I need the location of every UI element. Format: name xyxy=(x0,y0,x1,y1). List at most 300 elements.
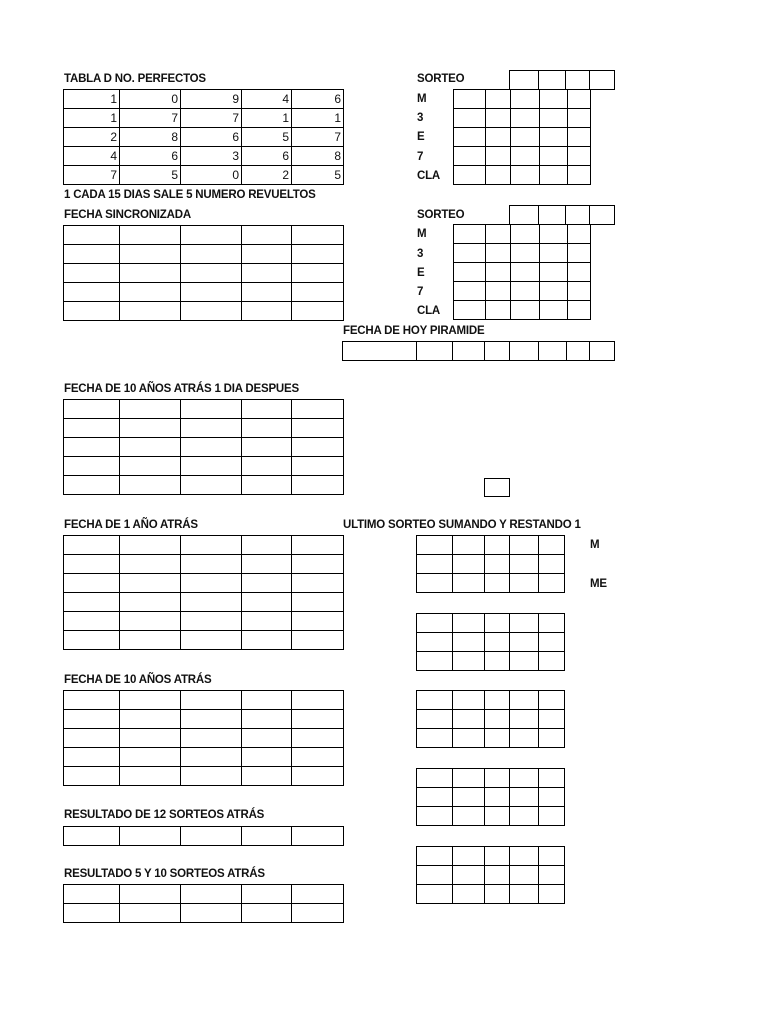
table-row xyxy=(417,866,565,885)
empty-grid-table xyxy=(509,70,615,90)
empty-cell xyxy=(540,147,568,166)
empty-cell xyxy=(64,574,120,593)
empty-cell xyxy=(292,283,344,302)
table-row xyxy=(64,729,344,748)
empty-grid-table xyxy=(63,690,344,786)
table-cell: 1 xyxy=(242,109,292,128)
empty-cell xyxy=(453,614,485,633)
sorteo1-row-label: M xyxy=(417,93,427,105)
table-row xyxy=(64,128,344,147)
empty-cell xyxy=(485,729,510,748)
empty-cell xyxy=(181,226,242,245)
empty-cell xyxy=(486,166,511,185)
table-cell: 6 xyxy=(292,90,344,109)
empty-cell xyxy=(454,282,486,301)
empty-cell xyxy=(64,283,120,302)
empty-cell xyxy=(64,476,120,495)
empty-cell xyxy=(540,128,568,147)
empty-cell xyxy=(485,866,510,885)
empty-cell xyxy=(292,457,344,476)
empty-cell xyxy=(120,536,181,555)
empty-cell xyxy=(120,457,181,476)
table-row xyxy=(64,767,344,786)
empty-cell xyxy=(417,807,453,826)
table-row xyxy=(64,226,344,245)
empty-cell xyxy=(485,691,510,710)
empty-cell xyxy=(181,574,242,593)
empty-cell xyxy=(485,536,510,555)
empty-cell xyxy=(453,847,485,866)
table-cell: 6 xyxy=(120,147,181,166)
empty-cell xyxy=(181,245,242,264)
table-row xyxy=(64,691,344,710)
empty-cell xyxy=(292,631,344,650)
empty-cell xyxy=(510,710,539,729)
table-row xyxy=(64,612,344,631)
empty-cell xyxy=(120,438,181,457)
table-row xyxy=(454,166,591,185)
empty-cell xyxy=(590,206,615,225)
empty-cell xyxy=(292,710,344,729)
empty-cell xyxy=(453,633,485,652)
empty-cell xyxy=(181,827,242,846)
empty-cell xyxy=(242,264,292,283)
table-row xyxy=(64,147,344,166)
empty-cell xyxy=(566,206,590,225)
empty-cell xyxy=(454,244,486,263)
empty-cell xyxy=(120,245,181,264)
empty-cell xyxy=(64,264,120,283)
table-row xyxy=(454,244,591,263)
empty-cell xyxy=(511,109,540,128)
empty-cell xyxy=(64,555,120,574)
empty-cell xyxy=(511,282,540,301)
empty-cell xyxy=(539,71,566,90)
perfectos-table xyxy=(63,89,344,185)
sorteo-label-2: SORTEO xyxy=(417,209,465,221)
table-row xyxy=(417,885,565,904)
table-row xyxy=(64,302,344,321)
empty-cell xyxy=(417,614,453,633)
table-row xyxy=(64,457,344,476)
table-cell: 5 xyxy=(292,166,344,185)
empty-cell xyxy=(454,109,486,128)
empty-cell xyxy=(181,400,242,419)
empty-cell xyxy=(511,147,540,166)
empty-cell xyxy=(485,574,510,593)
empty-cell xyxy=(242,226,292,245)
empty-cell xyxy=(292,419,344,438)
empty-cell xyxy=(242,400,292,419)
empty-cell xyxy=(64,710,120,729)
empty-cell xyxy=(417,652,453,671)
empty-cell xyxy=(539,866,565,885)
sorteo-label-1: SORTEO xyxy=(417,73,465,85)
empty-cell xyxy=(292,904,344,923)
empty-cell xyxy=(485,652,510,671)
empty-cell xyxy=(453,652,485,671)
table-row xyxy=(417,729,565,748)
empty-cell xyxy=(64,691,120,710)
empty-cell xyxy=(453,691,485,710)
resultado-5-10-label: RESULTADO 5 Y 10 SORTEOS ATRÁS xyxy=(64,868,265,880)
sorteo1-row-label: 7 xyxy=(417,151,424,163)
table-row xyxy=(417,555,565,574)
empty-cell xyxy=(242,438,292,457)
table-row xyxy=(417,847,565,866)
empty-cell xyxy=(510,614,539,633)
empty-cell xyxy=(292,536,344,555)
empty-cell xyxy=(64,536,120,555)
table-row xyxy=(64,438,344,457)
empty-cell xyxy=(453,769,485,788)
empty-cell xyxy=(242,302,292,321)
empty-cell xyxy=(511,128,540,147)
empty-grid-table xyxy=(63,399,344,495)
table-cell: 7 xyxy=(181,109,242,128)
empty-cell xyxy=(568,166,591,185)
empty-cell xyxy=(454,90,486,109)
empty-cell xyxy=(453,555,485,574)
empty-cell xyxy=(120,419,181,438)
empty-cell xyxy=(486,225,511,244)
table-row xyxy=(64,748,344,767)
empty-cell xyxy=(453,574,485,593)
empty-cell xyxy=(510,729,539,748)
empty-cell xyxy=(64,419,120,438)
empty-cell xyxy=(242,691,292,710)
fecha-10-anos-label: FECHA DE 10 AÑOS ATRÁS xyxy=(64,674,212,686)
empty-cell xyxy=(511,166,540,185)
empty-cell xyxy=(511,263,540,282)
table-cell: 7 xyxy=(120,109,181,128)
table-row xyxy=(64,710,344,729)
empty-cell xyxy=(568,109,591,128)
empty-cell xyxy=(454,166,486,185)
empty-cell xyxy=(120,767,181,786)
empty-cell xyxy=(292,302,344,321)
empty-cell xyxy=(454,301,486,320)
table-cell: 0 xyxy=(120,90,181,109)
empty-grid-table xyxy=(342,341,615,361)
empty-grid-table xyxy=(509,205,615,225)
empty-cell xyxy=(539,206,566,225)
empty-cell xyxy=(453,866,485,885)
empty-cell xyxy=(510,807,539,826)
empty-grid-table xyxy=(453,89,591,185)
empty-cell xyxy=(242,748,292,767)
empty-cell xyxy=(485,847,510,866)
table-row xyxy=(417,574,565,593)
empty-cell xyxy=(539,536,565,555)
empty-cell xyxy=(64,245,120,264)
empty-cell xyxy=(510,866,539,885)
empty-cell xyxy=(454,225,486,244)
table-row xyxy=(417,614,565,633)
empty-cell xyxy=(64,904,120,923)
table-row xyxy=(64,419,344,438)
empty-cell xyxy=(343,342,417,361)
empty-cell xyxy=(120,555,181,574)
empty-cell xyxy=(485,885,510,904)
table-cell: 5 xyxy=(120,166,181,185)
empty-cell xyxy=(417,555,453,574)
empty-cell xyxy=(486,128,511,147)
empty-cell xyxy=(292,767,344,786)
empty-grid-table xyxy=(453,224,591,320)
empty-cell xyxy=(181,419,242,438)
empty-cell xyxy=(539,574,565,593)
table-row xyxy=(64,283,344,302)
empty-cell xyxy=(242,885,292,904)
empty-cell xyxy=(486,147,511,166)
empty-cell xyxy=(292,612,344,631)
empty-cell xyxy=(486,109,511,128)
empty-cell xyxy=(64,438,120,457)
table-row xyxy=(64,400,344,419)
table-row xyxy=(454,128,591,147)
empty-cell xyxy=(540,263,568,282)
empty-cell xyxy=(292,438,344,457)
empty-cell xyxy=(242,536,292,555)
table-row xyxy=(454,263,591,282)
empty-cell xyxy=(568,90,591,109)
empty-cell xyxy=(485,614,510,633)
empty-cell xyxy=(181,729,242,748)
empty-grid-table xyxy=(416,613,565,671)
empty-cell xyxy=(590,342,615,361)
empty-cell xyxy=(510,206,539,225)
empty-cell xyxy=(568,225,591,244)
perfectos-title: TABLA D NO. PERFECTOS xyxy=(64,73,206,85)
empty-cell xyxy=(292,885,344,904)
empty-cell xyxy=(417,710,453,729)
empty-cell xyxy=(417,866,453,885)
fecha-sincronizada-label: FECHA SINCRONIZADA xyxy=(64,209,191,221)
empty-cell xyxy=(539,807,565,826)
empty-cell xyxy=(539,769,565,788)
empty-cell xyxy=(540,109,568,128)
empty-cell xyxy=(181,264,242,283)
table-cell: 1 xyxy=(64,109,120,128)
empty-cell xyxy=(242,476,292,495)
empty-cell xyxy=(292,691,344,710)
table-row xyxy=(64,885,344,904)
empty-cell xyxy=(417,342,453,361)
empty-cell xyxy=(242,904,292,923)
table-row xyxy=(417,769,565,788)
empty-cell xyxy=(242,827,292,846)
empty-cell xyxy=(454,147,486,166)
empty-cell xyxy=(120,710,181,729)
empty-cell xyxy=(566,71,590,90)
empty-cell xyxy=(567,342,590,361)
table-cell: 4 xyxy=(242,90,292,109)
me-side-label: ME xyxy=(590,578,607,590)
table-row xyxy=(417,710,565,729)
empty-cell xyxy=(485,710,510,729)
table-row xyxy=(64,574,344,593)
empty-cell xyxy=(540,166,568,185)
empty-cell xyxy=(453,885,485,904)
empty-cell xyxy=(120,885,181,904)
empty-cell xyxy=(590,71,615,90)
empty-cell xyxy=(181,748,242,767)
empty-cell xyxy=(417,769,453,788)
empty-grid-table xyxy=(63,826,344,846)
table-cell: 3 xyxy=(181,147,242,166)
empty-cell xyxy=(242,612,292,631)
empty-grid-table xyxy=(416,690,565,748)
empty-cell xyxy=(454,128,486,147)
empty-cell xyxy=(568,128,591,147)
empty-cell xyxy=(120,729,181,748)
empty-cell xyxy=(539,729,565,748)
empty-cell xyxy=(120,827,181,846)
empty-cell xyxy=(568,301,591,320)
empty-cell xyxy=(242,457,292,476)
empty-cell xyxy=(540,282,568,301)
empty-cell xyxy=(453,536,485,555)
table-cell: 2 xyxy=(242,166,292,185)
empty-cell xyxy=(539,710,565,729)
empty-cell xyxy=(120,302,181,321)
table-cell: 9 xyxy=(181,90,242,109)
empty-cell xyxy=(120,691,181,710)
empty-cell xyxy=(539,342,567,361)
table-row xyxy=(64,593,344,612)
empty-grid-table xyxy=(416,535,565,593)
empty-cell xyxy=(64,302,120,321)
table-row xyxy=(417,536,565,555)
table-row xyxy=(417,633,565,652)
table-cell: 8 xyxy=(292,147,344,166)
empty-cell xyxy=(242,710,292,729)
empty-cell xyxy=(539,633,565,652)
empty-cell xyxy=(120,283,181,302)
empty-cell xyxy=(181,593,242,612)
empty-cell xyxy=(181,438,242,457)
empty-cell xyxy=(292,226,344,245)
empty-cell xyxy=(120,476,181,495)
table-cell: 5 xyxy=(242,128,292,147)
empty-cell xyxy=(292,593,344,612)
empty-grid-table xyxy=(416,846,565,904)
empty-cell xyxy=(242,419,292,438)
empty-cell xyxy=(242,593,292,612)
empty-cell xyxy=(510,574,539,593)
single-box xyxy=(484,478,510,497)
empty-cell xyxy=(486,244,511,263)
empty-cell xyxy=(417,885,453,904)
empty-cell xyxy=(120,904,181,923)
empty-cell xyxy=(181,283,242,302)
empty-cell xyxy=(181,691,242,710)
table-row xyxy=(510,206,615,225)
empty-cell xyxy=(417,788,453,807)
table-cell: 2 xyxy=(64,128,120,147)
empty-cell xyxy=(539,885,565,904)
empty-cell xyxy=(292,264,344,283)
empty-cell xyxy=(510,342,539,361)
empty-cell xyxy=(292,729,344,748)
empty-cell xyxy=(242,631,292,650)
empty-cell xyxy=(120,400,181,419)
empty-grid-table xyxy=(63,535,344,650)
table-cell: 7 xyxy=(292,128,344,147)
empty-cell xyxy=(120,226,181,245)
table-cell: 1 xyxy=(292,109,344,128)
empty-cell xyxy=(292,555,344,574)
empty-cell xyxy=(64,226,120,245)
empty-cell xyxy=(486,301,511,320)
empty-cell xyxy=(64,612,120,631)
empty-cell xyxy=(486,90,511,109)
empty-cell xyxy=(510,788,539,807)
empty-cell xyxy=(181,555,242,574)
empty-grid-table xyxy=(63,884,344,923)
empty-cell xyxy=(485,769,510,788)
sorteo2-row-label: 3 xyxy=(417,248,424,260)
table-row xyxy=(64,245,344,264)
empty-cell xyxy=(64,767,120,786)
empty-cell xyxy=(292,574,344,593)
empty-cell xyxy=(181,536,242,555)
empty-cell xyxy=(510,847,539,866)
empty-cell xyxy=(453,342,485,361)
table-row xyxy=(454,109,591,128)
empty-cell xyxy=(510,691,539,710)
empty-cell xyxy=(292,748,344,767)
empty-cell xyxy=(568,263,591,282)
empty-cell xyxy=(181,710,242,729)
table-row xyxy=(64,536,344,555)
table-row xyxy=(64,555,344,574)
empty-grid-table xyxy=(63,225,344,321)
table-row xyxy=(64,631,344,650)
empty-cell xyxy=(181,767,242,786)
table-row xyxy=(64,904,344,923)
empty-cell xyxy=(539,614,565,633)
fecha-10-anos-1dia-label: FECHA DE 10 AÑOS ATRÁS 1 DIA DESPUES xyxy=(64,383,299,395)
sorteo1-row-label: 3 xyxy=(417,112,424,124)
sorteo2-row-label: CLA xyxy=(417,305,441,317)
table-row xyxy=(454,301,591,320)
table-row xyxy=(64,264,344,283)
empty-cell xyxy=(120,612,181,631)
empty-grid-table xyxy=(416,768,565,826)
empty-cell xyxy=(292,245,344,264)
empty-cell xyxy=(453,710,485,729)
table-row xyxy=(64,476,344,495)
empty-cell xyxy=(64,631,120,650)
empty-cell xyxy=(181,885,242,904)
empty-cell xyxy=(510,652,539,671)
empty-cell xyxy=(539,691,565,710)
table-row xyxy=(454,90,591,109)
empty-cell xyxy=(510,555,539,574)
empty-cell xyxy=(453,807,485,826)
empty-cell xyxy=(417,536,453,555)
empty-cell xyxy=(540,244,568,263)
empty-cell xyxy=(485,555,510,574)
empty-cell xyxy=(64,593,120,612)
cada15-note: 1 CADA 15 DIAS SALE 5 NUMERO REVUELTOS xyxy=(64,189,316,201)
empty-cell xyxy=(539,847,565,866)
empty-cell xyxy=(292,827,344,846)
empty-cell xyxy=(540,301,568,320)
sorteo2-row-label: M xyxy=(417,228,427,240)
